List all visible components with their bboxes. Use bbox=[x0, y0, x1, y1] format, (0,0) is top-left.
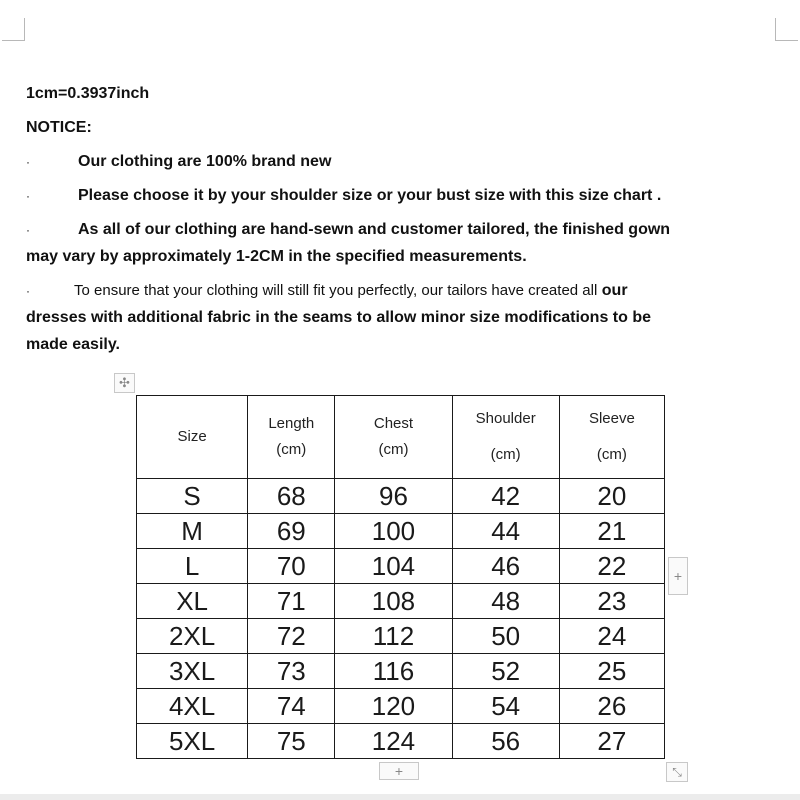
cell-sleeve: 22 bbox=[559, 549, 664, 584]
note-choose-size: Please choose it by your shoulder size or your bust size with this size chart . bbox=[78, 187, 662, 204]
cell-sleeve: 26 bbox=[559, 689, 664, 724]
table-row bbox=[137, 514, 665, 549]
table-resize-handle[interactable]: ⤡ bbox=[666, 762, 688, 782]
cell-size: XL bbox=[137, 584, 248, 619]
bottom-scroll-strip bbox=[0, 794, 800, 800]
notice-heading: NOTICE: bbox=[26, 119, 92, 136]
cell-size: 3XL bbox=[137, 654, 248, 689]
table-move-handle[interactable]: ✣ bbox=[114, 373, 135, 393]
cell-length: 69 bbox=[248, 514, 335, 549]
add-row-button[interactable]: + bbox=[379, 762, 419, 780]
cell-length: 71 bbox=[248, 584, 335, 619]
unit-conversion: 1cm=0.3937inch bbox=[26, 85, 150, 102]
header-sleeve: Sleeve (cm) bbox=[559, 396, 664, 479]
add-column-button[interactable]: + bbox=[668, 557, 688, 595]
page-corner-mark-right bbox=[775, 18, 798, 41]
cell-size: 4XL bbox=[137, 689, 248, 724]
note-fit bbox=[74, 281, 628, 301]
cell-shoulder: 50 bbox=[452, 619, 559, 654]
cell-size: M bbox=[137, 514, 248, 549]
cell-chest: 120 bbox=[335, 689, 452, 724]
note-fit-bold: our bbox=[601, 282, 628, 299]
table-row bbox=[137, 549, 665, 584]
table-row bbox=[137, 479, 665, 514]
table-header-row bbox=[137, 396, 665, 479]
cell-sleeve: 25 bbox=[559, 654, 664, 689]
cell-chest: 100 bbox=[335, 514, 452, 549]
cell-sleeve: 24 bbox=[559, 619, 664, 654]
cell-size: L bbox=[137, 549, 248, 584]
cell-shoulder: 44 bbox=[452, 514, 559, 549]
header-size: Size bbox=[137, 396, 248, 479]
header-length: Length (cm) bbox=[248, 396, 335, 479]
cell-length: 74 bbox=[248, 689, 335, 724]
table-row bbox=[137, 689, 665, 724]
note-brand-new: Our clothing are 100% brand new bbox=[78, 153, 332, 170]
note-fit-cont: dresses with additional fabric in the seams to allow minor size modifications to be bbox=[26, 309, 652, 326]
note-hand-sewn: As all of our clothing are hand-sewn and customer tailored, the finished gown bbox=[78, 221, 671, 238]
table-row bbox=[137, 724, 665, 759]
cell-sleeve: 21 bbox=[559, 514, 664, 549]
cell-shoulder: 52 bbox=[452, 654, 559, 689]
cell-length: 70 bbox=[248, 549, 335, 584]
note-hand-sewn-cont: may vary by approximately 1-2CM in the specified measurements. bbox=[26, 248, 527, 265]
cell-length: 75 bbox=[248, 724, 335, 759]
cell-shoulder: 42 bbox=[452, 479, 559, 514]
cell-shoulder: 56 bbox=[452, 724, 559, 759]
bullet-3: · bbox=[26, 223, 30, 237]
page-corner-mark-left bbox=[2, 18, 25, 41]
cell-size: 5XL bbox=[137, 724, 248, 759]
table-row bbox=[137, 619, 665, 654]
cell-chest: 124 bbox=[335, 724, 452, 759]
note-fit-end: made easily. bbox=[26, 336, 120, 353]
header-chest: Chest (cm) bbox=[335, 396, 452, 479]
bullet-2: · bbox=[26, 189, 30, 203]
cell-shoulder: 54 bbox=[452, 689, 559, 724]
cell-sleeve: 20 bbox=[559, 479, 664, 514]
cell-sleeve: 27 bbox=[559, 724, 664, 759]
size-chart-table bbox=[136, 395, 665, 759]
cell-length: 72 bbox=[248, 619, 335, 654]
cell-shoulder: 48 bbox=[452, 584, 559, 619]
cell-chest: 112 bbox=[335, 619, 452, 654]
cell-chest: 116 bbox=[335, 654, 452, 689]
header-shoulder: Shoulder (cm) bbox=[452, 396, 559, 479]
table-row bbox=[137, 584, 665, 619]
cell-chest: 104 bbox=[335, 549, 452, 584]
cell-length: 68 bbox=[248, 479, 335, 514]
cell-size: 2XL bbox=[137, 619, 248, 654]
cell-chest: 108 bbox=[335, 584, 452, 619]
note-fit-light: To ensure that your clothing will still fit you perfectly, our tailors have created all bbox=[74, 282, 598, 299]
cell-shoulder: 46 bbox=[452, 549, 559, 584]
cell-sleeve: 23 bbox=[559, 584, 664, 619]
cell-length: 73 bbox=[248, 654, 335, 689]
bullet-1: · bbox=[26, 155, 30, 169]
table-row bbox=[137, 654, 665, 689]
cell-chest: 96 bbox=[335, 479, 452, 514]
cell-size: S bbox=[137, 479, 248, 514]
bullet-4: · bbox=[26, 284, 30, 298]
